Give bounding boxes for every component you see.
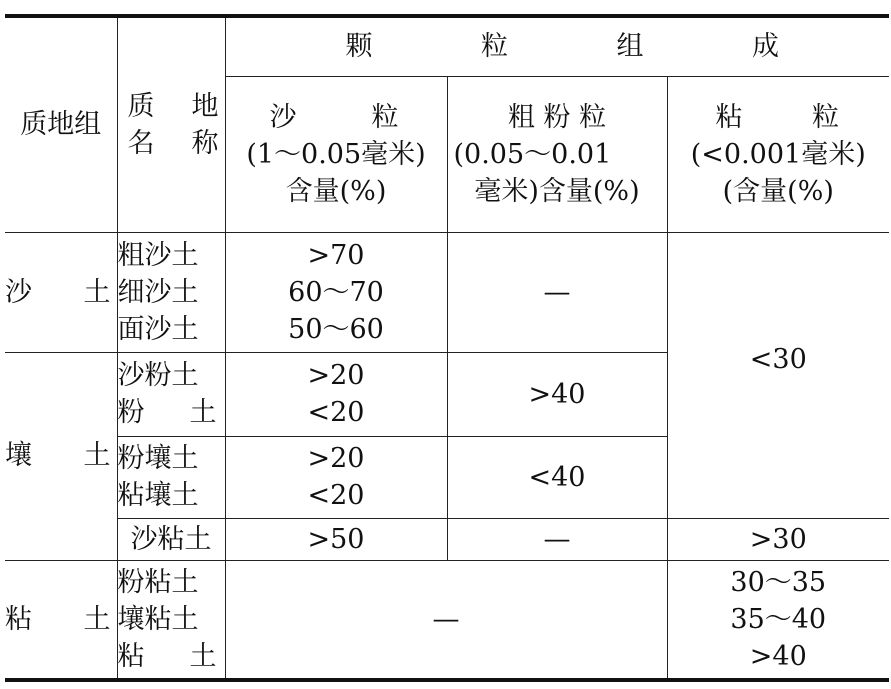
clay-value-loam-c: >30 — [667, 518, 889, 560]
sand-value-loam-c: >50 — [225, 518, 447, 560]
texture-name-loam-c: 沙粘土 — [117, 518, 225, 560]
header-sand-fraction: 沙 粒 (1～0.05毫米) 含量(%) — [225, 76, 447, 232]
header-clay-fraction: 粘 粒 (<0.001毫米) (含量(%) — [667, 76, 889, 232]
clay-values-clayey: 30～35 35～40 >40 — [667, 560, 889, 680]
table-row — [5, 518, 889, 560]
clay-value-shared: <30 — [667, 232, 889, 518]
table-row — [5, 560, 889, 680]
header-texture-name: 质 地 名 称 — [117, 16, 225, 232]
table-row — [5, 232, 889, 352]
group-label-loam: 壤 土 — [5, 352, 117, 560]
sand-values-loam-a: >20 <20 — [225, 352, 447, 436]
texture-names-loam-b: 粉壤土 粘壤土 — [117, 436, 225, 518]
silt-value-sandy: — — [447, 232, 667, 352]
sand-values-sandy: >70 60～70 50～60 — [225, 232, 447, 352]
soil-texture-table — [5, 14, 889, 682]
texture-names-clayey: 粉粘土 壤粘土 粘 土 — [117, 560, 225, 680]
header-texture-group: 质地组 — [5, 16, 117, 232]
texture-names-loam-a: 沙粉土 粉 土 — [117, 352, 225, 436]
silt-value-loam-b: <40 — [447, 436, 667, 518]
silt-value-loam-a: >40 — [447, 352, 667, 436]
sand-silt-value-clayey: — — [225, 560, 667, 680]
group-label-clayey: 粘 土 — [5, 560, 117, 680]
header-particle-composition: 颗 粒 组 成 — [225, 16, 889, 76]
texture-names-sandy: 粗沙土 细沙土 面沙土 — [117, 232, 225, 352]
group-label-sandy: 沙 土 — [5, 232, 117, 352]
header-coarse-silt-fraction: 粗 粉 粒 (0.05～0.01 毫米)含量(%) — [447, 76, 667, 232]
sand-values-loam-b: >20 <20 — [225, 436, 447, 518]
silt-value-loam-c: — — [447, 518, 667, 560]
